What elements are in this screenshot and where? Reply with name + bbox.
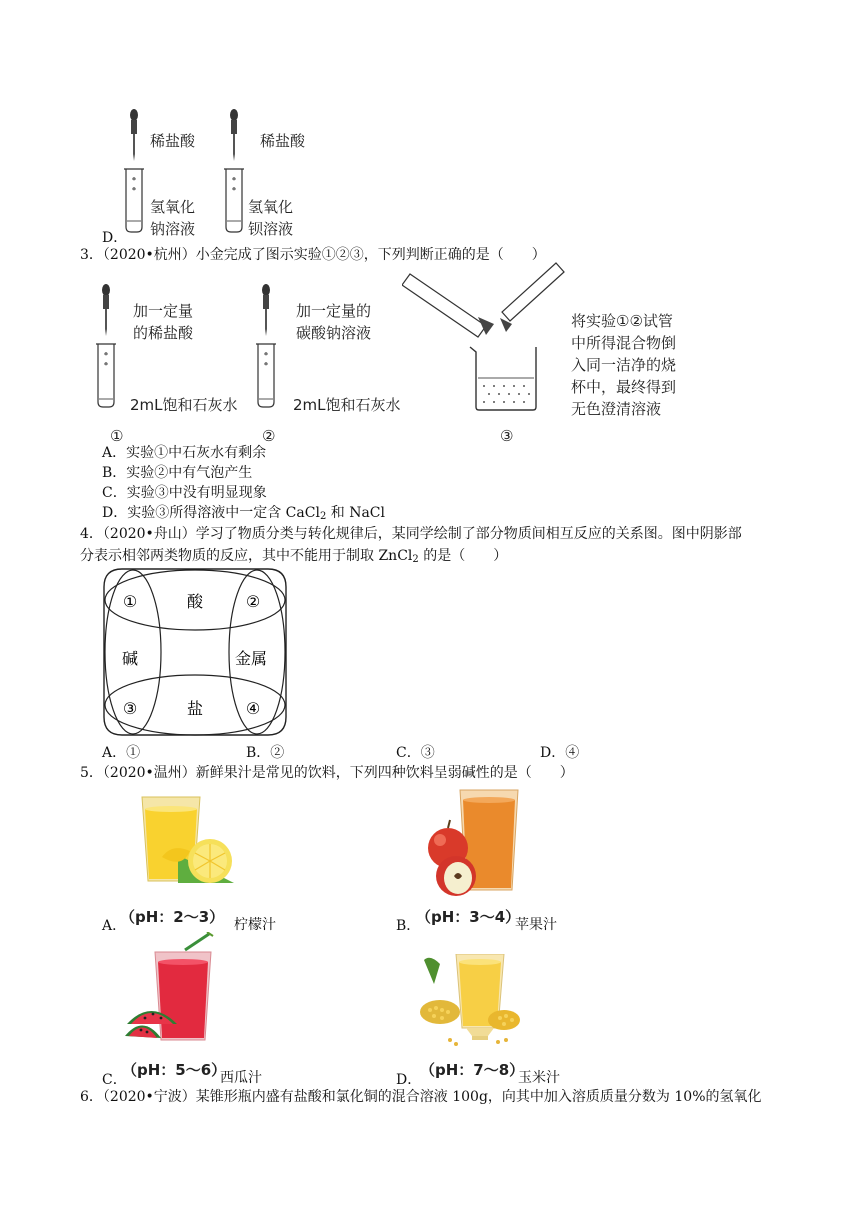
- exp3-note-line1: 将实验①②试管: [571, 312, 673, 330]
- q5-option-c-ph: （pH：5～6）: [122, 1061, 227, 1079]
- q5-option-b-name: 苹果汁: [515, 917, 557, 933]
- dropper-icon: [102, 284, 110, 336]
- q4-relation-diagram: [100, 565, 290, 740]
- region-4-label: ④: [245, 699, 261, 718]
- exp2-liquid-label: 2mL饱和石灰水: [293, 396, 401, 414]
- q5-option-c-letter: C．: [102, 1072, 127, 1088]
- question-6-stem: 6．（2020•宁波）某锥形瓶内盛有盐酸和氯化铜的混合溶液 100g，向其中加入溶质质量分数为 10%的氢氧化: [80, 1089, 762, 1105]
- question-5-stem: 5．（2020•温州）新鲜果汁是常见的饮料，下列四种饮料呈弱碱性的是（ ）: [80, 765, 574, 781]
- q5-option-b-letter: B．: [396, 918, 421, 934]
- q5-option-d-letter: D．: [396, 1072, 422, 1088]
- dropper-icon: [130, 109, 138, 161]
- test-tube-icon: [124, 169, 144, 232]
- exp3-note-line2: 中所得混合物倒: [571, 334, 677, 352]
- exp3-note-line5: 无色澄清溶液: [571, 400, 662, 418]
- q5-option-c-name: 西瓜汁: [220, 1070, 262, 1086]
- q4-option-a: A．①: [102, 745, 141, 761]
- exp2-dropper-line2: 碳酸钠溶液: [296, 324, 372, 342]
- beaker-icon: [470, 347, 536, 410]
- dropper-label: 稀盐酸: [260, 132, 306, 150]
- q5-option-d-ph: （pH：7～8）: [420, 1061, 525, 1079]
- q3-option-b: B．实验②中有气泡产生: [102, 465, 253, 481]
- watermelon-juice-image: [125, 932, 225, 1052]
- exp1-dropper-line2: 的稀盐酸: [133, 324, 194, 342]
- region-3-label: ③: [122, 699, 138, 718]
- dropper-icon: [230, 109, 238, 161]
- solution-label-line1: 氢氧化: [150, 198, 196, 216]
- lemon-juice-image: [138, 795, 238, 887]
- dropper-label: 稀盐酸: [150, 132, 196, 150]
- tilted-test-tube-icon: [402, 274, 494, 337]
- exp3-note-line4: 杯中，最终得到: [571, 378, 677, 396]
- salt-label: 盐: [186, 699, 204, 718]
- option-d: D．: [102, 230, 128, 246]
- dropper-icon: [262, 284, 270, 336]
- metal-label: 金属: [234, 649, 268, 668]
- q4-option-b: B．②: [246, 745, 285, 761]
- q3-option-d: D．实验③所得溶液中一定含 CaCl$_2$ 和 NaCl: [102, 505, 385, 522]
- region-1-label: ①: [122, 592, 138, 611]
- acid-label: 酸: [186, 592, 204, 611]
- exp1-liquid-label: 2mL饱和石灰水: [130, 396, 238, 414]
- q5-option-a-ph: （pH：2～3）: [120, 908, 225, 926]
- q5-option-a-name: 柠檬汁: [234, 917, 276, 933]
- q4-option-c: C．③: [396, 745, 435, 761]
- question-4-stem-line1: 4．（2020•舟山）学习了物质分类与转化规律后，某同学绘制了部分物质间相互反应的关系图。图中阴影部: [80, 526, 742, 542]
- q3-option-a: A．实验①中石灰水有剩余: [102, 445, 267, 461]
- exp3-number: ③: [500, 427, 514, 445]
- exp1-number: ①: [110, 427, 124, 445]
- exp2-number: ②: [262, 427, 276, 445]
- q5-option-b-ph: （pH：3～4）: [416, 908, 521, 926]
- question-4-stem-line2: 分表示相邻两类物质的反应，其中不能用于制取 ZnCl$_2$ 的是（ ）: [80, 548, 508, 565]
- test-tube-icon: [256, 344, 276, 407]
- question-3-stem: 3．（2020•杭州）小金完成了图示实验①②③，下列判断正确的是（ ）: [80, 247, 546, 263]
- test-tube-icon: [96, 344, 116, 407]
- q3-beaker-figure: [402, 262, 572, 414]
- apple-juice-image: [420, 788, 520, 900]
- q5-option-d-name: 玉米汁: [518, 1070, 560, 1086]
- region-2-label: ②: [245, 592, 261, 611]
- solution-label-line2: 钡溶液: [248, 220, 294, 238]
- solution-label-line2: 钠溶液: [150, 220, 196, 238]
- q5-option-a-letter: A．: [102, 918, 127, 934]
- exp1-dropper-line1: 加一定量: [133, 302, 194, 320]
- q3-option-c: C．实验③中没有明显现象: [102, 485, 267, 501]
- exp2-dropper-line1: 加一定量的: [296, 302, 372, 320]
- exp3-note-line3: 入同一洁净的烧: [571, 356, 677, 374]
- tilted-test-tube-icon: [500, 263, 564, 332]
- solution-label-line1: 氢氧化: [248, 198, 294, 216]
- q4-option-d: D．④: [540, 745, 580, 761]
- corn-juice-image: [420, 954, 520, 1050]
- base-label: 碱: [121, 649, 139, 668]
- test-tube-icon: [224, 169, 244, 232]
